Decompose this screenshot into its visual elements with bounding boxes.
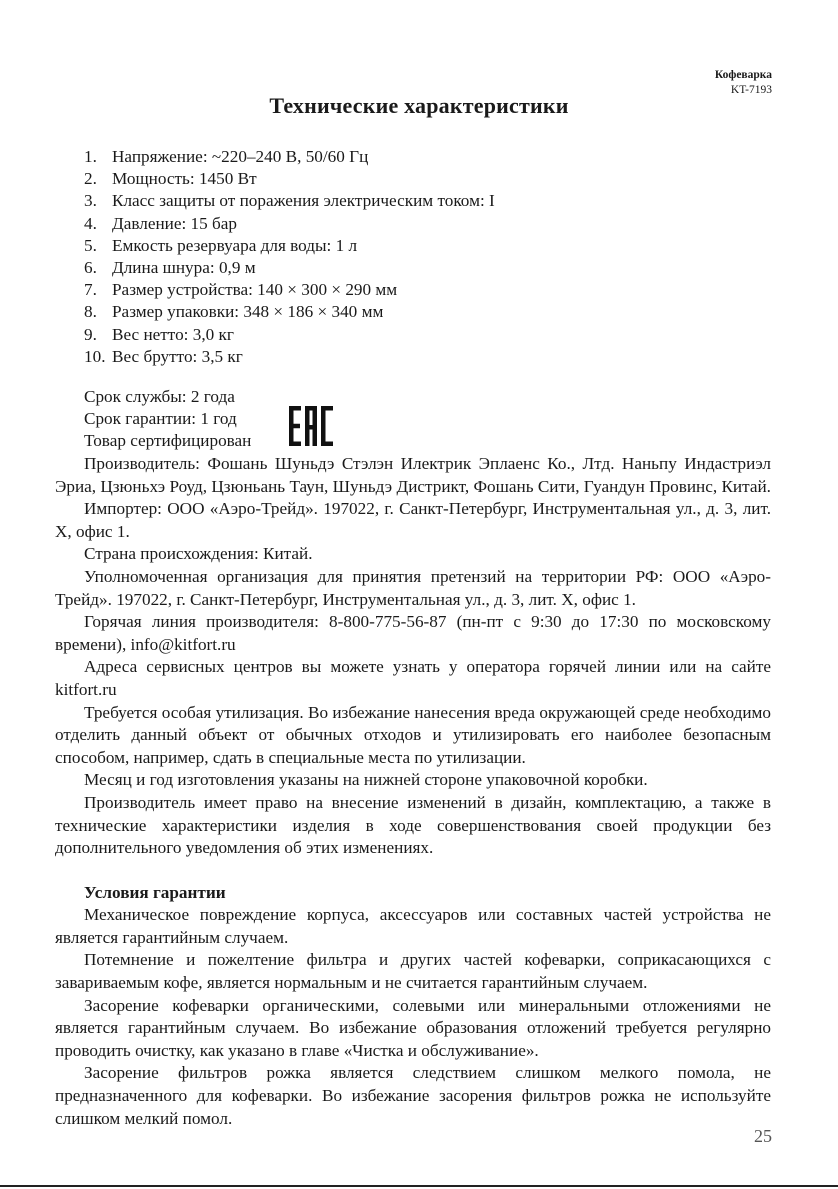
spec-number: 4.	[84, 213, 97, 233]
changes-paragraph: Производитель имеет право на внесение изменений в дизайн, комплектацию, а также в технические характеристики изделия в ходе совершенствования своей продукции без дополнительного уведомления об этих изменениях.	[55, 792, 771, 858]
page-number: 25	[754, 1126, 772, 1146]
spec-text: Размер устройства: 140 × 300 × 290 мм	[112, 280, 398, 300]
warranty-paragraph: Засорение кофеварки органическими, солевыми или минеральными отложениями не является гарантийным случаем. Во избежание образования отложений требуется регулярно проводить очистку, как указано в главе «Чистка и обслуживание».	[55, 995, 771, 1060]
manufacturer-paragraph: Производитель: Фошань Шуньдэ Стэлэн Илектрик Эплаенс Ко., Лтд. Наньпу Индастриэл Эриа, Цзюньхэ Роуд, Цзюньань Таун, Шуньдэ Дистрикт, Фошань Сити, Гуандун Провинс, Китай.	[55, 454, 771, 496]
spec-number: 6.	[84, 258, 97, 278]
spec-number: 2.	[84, 169, 97, 189]
service-life: Срок службы: 2 года	[84, 387, 235, 406]
spec-item	[84, 257, 495, 279]
service-centers-paragraph: Адреса сервисных центров вы можете узнать у оператора горячей линии или на сайте kitfort.ru	[55, 657, 771, 699]
spec-item	[84, 168, 495, 190]
spec-number: 7.	[84, 280, 97, 300]
spec-text: Класс защиты от поражения электрическим током: I	[112, 191, 495, 211]
spec-text: Емкость резервуара для воды: 1 л	[112, 235, 358, 255]
section-gap	[55, 860, 771, 882]
spec-text: Длина шнура: 0,9 м	[112, 258, 256, 278]
spec-text: Вес брутто: 3,5 кг	[112, 346, 243, 366]
warranty-heading: Условия гарантии	[84, 882, 226, 902]
spec-list	[84, 146, 495, 368]
certified-label: Товар сертифицирован	[84, 431, 252, 450]
page-title: Технические характеристики	[269, 93, 569, 118]
eac-certification-icon	[289, 404, 333, 448]
spec-text: Вес нетто: 3,0 кг	[112, 324, 234, 344]
spec-item	[84, 346, 495, 368]
spec-text: Размер упаковки: 348 × 186 × 340 мм	[112, 302, 384, 322]
manufacture-date-paragraph: Месяц и год изготовления указаны на нижней стороне упаковочной коробки.	[84, 770, 648, 790]
bottom-divider	[0, 1185, 838, 1187]
spec-item	[84, 213, 495, 235]
disposal-paragraph: Требуется особая утилизация. Во избежание нанесения вреда окружающей среде необходимо отделить данный объект от обычных отходов и утилизировать его наиболее безопасным способом, например, сдать в специальные места по утилизации.	[55, 702, 771, 767]
warranty-paragraph: Засорение фильтров рожка является следствием слишком мелкого помола, не предназначенного для кофеварки. Во избежание засорения фильтров рожка не используйте слишком мелкий помол.	[55, 1063, 771, 1128]
warranty-term: Срок гарантии: 1 год	[84, 409, 237, 428]
spec-item	[84, 324, 495, 346]
spec-number: 8.	[84, 302, 97, 322]
spec-item	[84, 301, 495, 323]
spec-number: 9.	[84, 324, 97, 344]
warranty-paragraph: Механическое повреждение корпуса, аксессуаров или составных частей устройства не является гарантийным случаем.	[55, 905, 771, 947]
spec-item	[84, 235, 495, 257]
document-body	[55, 453, 771, 1130]
spec-text: Напряжение: ~220–240 В, 50/60 Гц	[112, 147, 369, 166]
spec-item	[84, 190, 495, 212]
spec-number: 3.	[84, 191, 97, 211]
claims-paragraph: Уполномоченная организация для принятия претензий на территории РФ: ООО «Аэро-Трейд». 197022, г. Санкт-Петербург, Инструментальная ул., д. 3, лит. Х, офис 1.	[55, 566, 771, 609]
origin-paragraph: Страна происхождения: Китай.	[84, 544, 313, 564]
warranty-paragraph: Потемнение и пожелтение фильтра и других частей кофеварки, соприкасающихся с завариваемым кофе, является нормальным и не считается гарантийным случаем.	[55, 950, 771, 993]
spec-item	[84, 146, 495, 168]
hotline-paragraph: Горячая линия производителя: 8-800-775-56-87 (пн-пт с 9:30 до 17:30 по московскому времени), info@kitfort.ru	[55, 612, 771, 654]
spec-text: Давление: 15 бар	[112, 213, 237, 233]
spec-number: 10.	[84, 346, 106, 366]
spec-text: Мощность: 1450 Вт	[112, 169, 257, 189]
spec-number: 1.	[84, 147, 97, 166]
header-model: KT-7193	[730, 84, 772, 96]
spec-item	[84, 279, 495, 301]
importer-paragraph: Импортер: ООО «Аэро-Трейд». 197022, г. Санкт-Петербург, Инструментальная ул., д. 3, лит. Х, офис 1.	[55, 499, 771, 541]
spec-number: 5.	[84, 235, 97, 255]
header-product: Кофеварка	[714, 69, 772, 81]
